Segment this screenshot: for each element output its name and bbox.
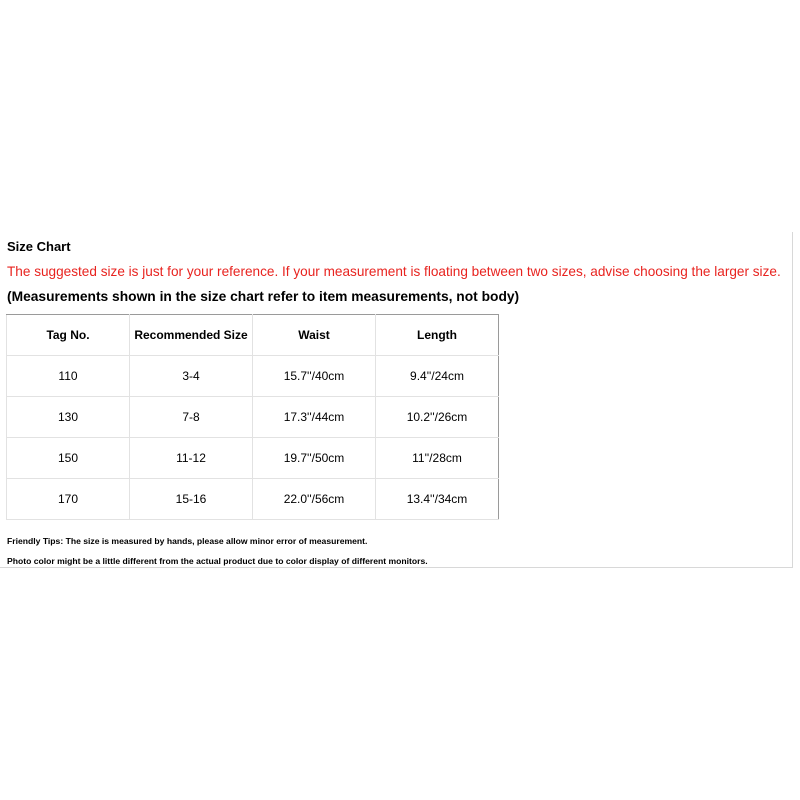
cell-length: 13.4''/34cm bbox=[376, 479, 499, 520]
cell-length: 11''/28cm bbox=[376, 438, 499, 479]
cell-length: 9.4''/24cm bbox=[376, 356, 499, 397]
cell-recommended-size: 3-4 bbox=[130, 356, 253, 397]
size-advice-notice: The suggested size is just for your reference. If your measurement is floating between two sizes, advise choosing the larger size. bbox=[7, 264, 781, 279]
cell-waist: 17.3''/44cm bbox=[253, 397, 376, 438]
cell-waist: 22.0''/56cm bbox=[253, 479, 376, 520]
table-row bbox=[7, 356, 499, 397]
photo-color-note: Photo color might be a little different from the actual product due to color display of different monitors. bbox=[7, 556, 428, 566]
size-chart-panel bbox=[0, 232, 793, 568]
header-tag-no: Tag No. bbox=[7, 315, 130, 356]
friendly-tips: Friendly Tips: The size is measured by hands, please allow minor error of measurement. bbox=[7, 536, 368, 546]
table-header-row bbox=[7, 315, 499, 356]
cell-tag-no: 170 bbox=[7, 479, 130, 520]
measurement-note: (Measurements shown in the size chart refer to item measurements, not body) bbox=[7, 289, 520, 304]
cell-tag-no: 130 bbox=[7, 397, 130, 438]
table-row bbox=[7, 397, 499, 438]
header-waist: Waist bbox=[253, 315, 376, 356]
cell-tag-no: 110 bbox=[7, 356, 130, 397]
table-row bbox=[7, 438, 499, 479]
cell-recommended-size: 7-8 bbox=[130, 397, 253, 438]
cell-recommended-size: 15-16 bbox=[130, 479, 253, 520]
cell-waist: 19.7''/50cm bbox=[253, 438, 376, 479]
header-length: Length bbox=[376, 315, 499, 356]
size-table bbox=[6, 314, 499, 520]
table-row bbox=[7, 479, 499, 520]
cell-recommended-size: 11-12 bbox=[130, 438, 253, 479]
cell-tag-no: 150 bbox=[7, 438, 130, 479]
header-recommended-size: Recommended Size bbox=[130, 315, 253, 356]
cell-length: 10.2''/26cm bbox=[376, 397, 499, 438]
cell-waist: 15.7''/40cm bbox=[253, 356, 376, 397]
size-chart-title: Size Chart bbox=[7, 239, 71, 254]
